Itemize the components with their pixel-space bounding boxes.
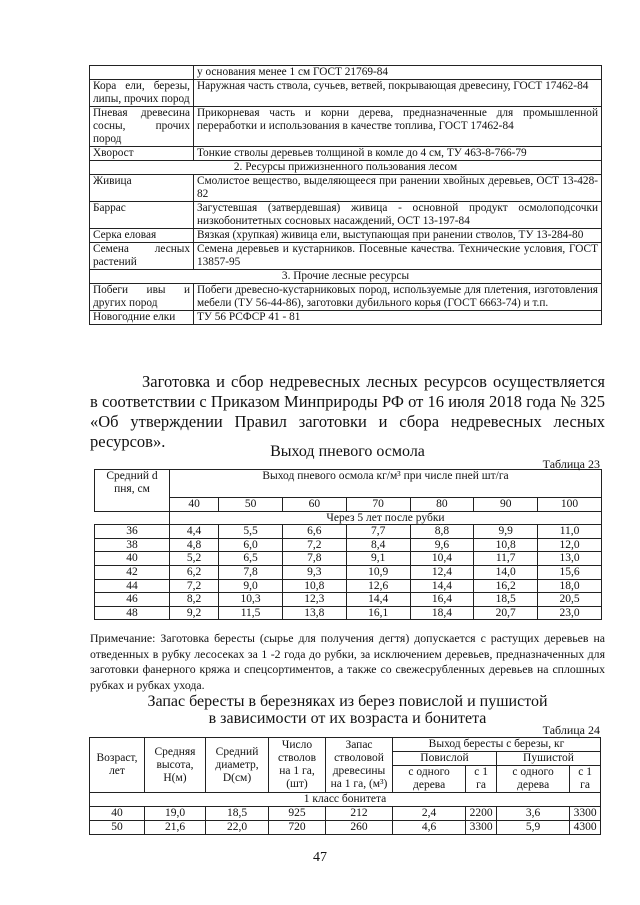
yield-cell: 12,3: [282, 593, 346, 607]
yield-cell: 6,2: [170, 565, 219, 579]
yield-cell: 12,0: [538, 538, 602, 552]
yield-cell: 16,1: [346, 606, 410, 620]
table-row: [95, 538, 602, 552]
stump-count-cell: 80: [410, 498, 474, 512]
yield-cell: 10,4: [410, 552, 474, 566]
resource-description: Загустевшая (затвердевшая) живица - основной продукт осмолоподсочки низкобонитетных сосновых насаждений, ОСТ 13-197-84: [194, 202, 602, 229]
stump-count-cell: 70: [346, 498, 410, 512]
data-cell: 40: [90, 807, 145, 821]
resource-row: [90, 284, 602, 311]
birch-bark-table: [89, 737, 601, 835]
yield-cell: 12,4: [410, 565, 474, 579]
after-felling-subheader: Через 5 лет после рубки: [170, 511, 602, 525]
yield-cell: 14,4: [410, 579, 474, 593]
yield-cell: 9,2: [170, 606, 219, 620]
yield-cell: 11,5: [219, 606, 283, 620]
resource-name: Побеги ивы и других пород: [90, 284, 194, 311]
yield-cell: 4,8: [170, 538, 219, 552]
stump-count-cell: 60: [282, 498, 346, 512]
table-row: [90, 807, 601, 821]
data-cell: 720: [269, 821, 326, 835]
section-title: 2. Ресурсы прижизненного пользования лесом: [90, 161, 602, 175]
order-paragraph: Заготовка и сбор недревесных лесных ресурсов осуществляется в соответствии с Приказом Минприроды РФ от 16 июля 2018 года № 325 «Об утверждении Правил заготовки и сбора недревесных лесных ресурсов».: [90, 372, 605, 451]
diameter-header: Средний d пня, см: [95, 470, 170, 512]
data-cell: 50: [90, 821, 145, 835]
data-cell: 22,0: [206, 821, 269, 835]
bark-yield-header: Выход бересты с березы, кг: [393, 738, 601, 752]
yield-cell: 5,2: [170, 552, 219, 566]
stump-count-row: [95, 498, 602, 512]
resource-description: Тонкие стволы деревьев толщиной в комле до 4 см, ТУ 463-8-766-79: [194, 147, 602, 161]
yield-cell: 12,6: [346, 579, 410, 593]
yield-cell: 10,3: [219, 593, 283, 607]
resources-table-body: [90, 66, 602, 325]
pubescent-header: Пушистой: [496, 752, 600, 766]
trunk-count-header: Число стволов на 1 га, (шт): [269, 738, 326, 793]
data-cell: 2,4: [393, 807, 466, 821]
yield-group-header: Выход пневого осмола кг/м³ при числе пней шт/га: [170, 470, 602, 498]
yield-cell: 20,5: [538, 593, 602, 607]
yield-cell: 9,6: [410, 538, 474, 552]
resource-row: [90, 229, 602, 243]
diameter-cell: 44: [95, 579, 170, 593]
resource-description: Семена деревьев и кустарников. Посевные качества. Технические условия, ГОСТ 13857-95: [194, 243, 602, 270]
resource-name: [90, 66, 194, 80]
diameter-cell: 48: [95, 606, 170, 620]
diameter-cell: 46: [95, 593, 170, 607]
resource-row: [90, 243, 602, 270]
yield-cell: 7,8: [282, 552, 346, 566]
yield-cell: 13,0: [538, 552, 602, 566]
stump-resin-table-body: [95, 525, 602, 620]
yield-cell: 7,2: [170, 579, 219, 593]
diameter-cell: 40: [95, 552, 170, 566]
yield-cell: 18,4: [410, 606, 474, 620]
yield-cell: 7,8: [219, 565, 283, 579]
page-number: 47: [313, 850, 327, 865]
resource-description: Побеги древесно-кустарниковых пород, используемые для плетения, изготовления мебели (ТУ 56-44-86), заготовки дубильного корья (ГОСТ 6663-74) и т.п.: [194, 284, 602, 311]
pendula-header: Повислой: [393, 752, 497, 766]
table-row: [95, 565, 602, 579]
table-row: [90, 821, 601, 835]
resource-name: Баррас: [90, 202, 194, 229]
yield-cell: 15,6: [538, 565, 602, 579]
stump-count-cell: 40: [170, 498, 219, 512]
diameter-cell: 36: [95, 525, 170, 539]
birch-bark-note: Примечание: Заготовка бересты (сырье для получения дегтя) допускается с растущих деревьев на отведенных в рубку лесосеках за 1 -2 года до рубки, за исключением деревьев, предназначенных для заготовки фанерного кряжа и спецсортиментов, а также со свежесрубленных деревьев на сплошных рубках и рубках ухода.: [90, 631, 605, 692]
data-cell: 3300: [570, 807, 601, 821]
resource-name: Новогодние елки: [90, 311, 194, 325]
yield-cell: 13,8: [282, 606, 346, 620]
resource-name: Живица: [90, 175, 194, 202]
resource-description: ТУ 56 РСФСР 41 - 81: [194, 311, 602, 325]
yield-cell: 6,0: [219, 538, 283, 552]
resource-row: [90, 80, 602, 107]
yield-cell: 18,0: [538, 579, 602, 593]
yield-cell: 8,2: [170, 593, 219, 607]
data-cell: 19,0: [145, 807, 206, 821]
yield-cell: 10,8: [282, 579, 346, 593]
resource-row: [90, 66, 602, 80]
yield-cell: 16,2: [474, 579, 538, 593]
resource-row: [90, 147, 602, 161]
data-cell: 3,6: [496, 807, 569, 821]
table23-label: Таблица 23: [542, 457, 600, 471]
resource-name: Пневая древесина сосны, прочих пород: [90, 107, 194, 147]
resource-description: Вязкая (хрупкая) живица ели, выступающая при ранении стволов, ТУ 13-284-80: [194, 229, 602, 243]
pubescent-per-tree-header: с одного дерева: [496, 766, 569, 793]
yield-cell: 14,4: [346, 593, 410, 607]
data-cell: 21,6: [145, 821, 206, 835]
table24-title-line2: в зависимости от их возраста и бонитета: [208, 710, 487, 727]
diameter-cell: 42: [95, 565, 170, 579]
resource-description: Наружная часть ствола, сучьев, ветвей, покрывающая древесину, ГОСТ 17462-84: [194, 80, 602, 107]
resource-name: Кора ели, березы, липы, прочих пород: [90, 80, 194, 107]
resource-description: Смолистое вещество, выделяющееся при ранении хвойных деревьев, ОСТ 13-428-82: [194, 175, 602, 202]
resource-row: [90, 202, 602, 229]
yield-cell: 23,0: [538, 606, 602, 620]
yield-cell: 10,8: [474, 538, 538, 552]
yield-cell: 9,9: [474, 525, 538, 539]
stump-count-cell: 50: [219, 498, 283, 512]
yield-cell: 20,7: [474, 606, 538, 620]
site-class-row: 1 класс бонитета: [90, 793, 601, 807]
stump-count-cell: 100: [538, 498, 602, 512]
resource-description: Прикорневая часть и корни дерева, предназначенные для промышленной переработки и использования в качестве топлива, ГОСТ 17462-84: [194, 107, 602, 147]
pendula-per-tree-header: с одного дерева: [393, 766, 466, 793]
table23-title: Выход пневого осмола: [270, 443, 425, 460]
resource-name: Семена лесных растений: [90, 243, 194, 270]
data-cell: 925: [269, 807, 326, 821]
yield-cell: 18,5: [474, 593, 538, 607]
yield-cell: 10,9: [346, 565, 410, 579]
table-row: [95, 525, 602, 539]
data-cell: 2200: [466, 807, 497, 821]
section-row: [90, 161, 602, 175]
yield-cell: 6,6: [282, 525, 346, 539]
yield-cell: 11,0: [538, 525, 602, 539]
diameter-cell: 38: [95, 538, 170, 552]
pubescent-per-ha-header: с 1 га: [570, 766, 601, 793]
data-cell: 5,9: [496, 821, 569, 835]
section-title: 3. Прочие лесные ресурсы: [90, 270, 602, 284]
table24-label: Таблица 24: [542, 723, 600, 737]
data-cell: 18,5: [206, 807, 269, 821]
yield-cell: 9,3: [282, 565, 346, 579]
resource-row: [90, 175, 602, 202]
table-row: [95, 552, 602, 566]
yield-cell: 9,0: [219, 579, 283, 593]
section-row: [90, 270, 602, 284]
table-row: [95, 606, 602, 620]
yield-cell: 9,1: [346, 552, 410, 566]
table-row: [95, 593, 602, 607]
data-cell: 4300: [570, 821, 601, 835]
resource-row: [90, 311, 602, 325]
stump-resin-table: [94, 469, 602, 620]
resource-row: [90, 107, 602, 147]
resources-table: [89, 65, 602, 325]
data-cell: 4,6: [393, 821, 466, 835]
table-row: [95, 579, 602, 593]
yield-cell: 7,7: [346, 525, 410, 539]
yield-cell: 8,8: [410, 525, 474, 539]
stump-count-cell: 90: [474, 498, 538, 512]
resource-name: Хворост: [90, 147, 194, 161]
data-cell: 212: [326, 807, 393, 821]
data-cell: 260: [326, 821, 393, 835]
wood-stock-header: Запас стволовой древесины на 1 га, (м³): [326, 738, 393, 793]
data-cell: 3300: [466, 821, 497, 835]
pendula-per-ha-header: с 1 га: [466, 766, 497, 793]
yield-cell: 8,4: [346, 538, 410, 552]
birch-bark-table-body: [90, 807, 601, 835]
yield-cell: 4,4: [170, 525, 219, 539]
age-header: Возраст, лет: [90, 738, 145, 793]
yield-cell: 7,2: [282, 538, 346, 552]
resource-description: у основания менее 1 см ГОСТ 21769-84: [194, 66, 602, 80]
yield-cell: 14,0: [474, 565, 538, 579]
height-header: Средняя высота, Н(м): [145, 738, 206, 793]
yield-cell: 5,5: [219, 525, 283, 539]
yield-cell: 6,5: [219, 552, 283, 566]
diameter-header: Средний диаметр, D(см): [206, 738, 269, 793]
resource-name: Серка еловая: [90, 229, 194, 243]
yield-cell: 11,7: [474, 552, 538, 566]
table24-title-line1: Запас бересты в березняках из берез повислой и пушистой: [147, 693, 548, 710]
yield-cell: 16,4: [410, 593, 474, 607]
